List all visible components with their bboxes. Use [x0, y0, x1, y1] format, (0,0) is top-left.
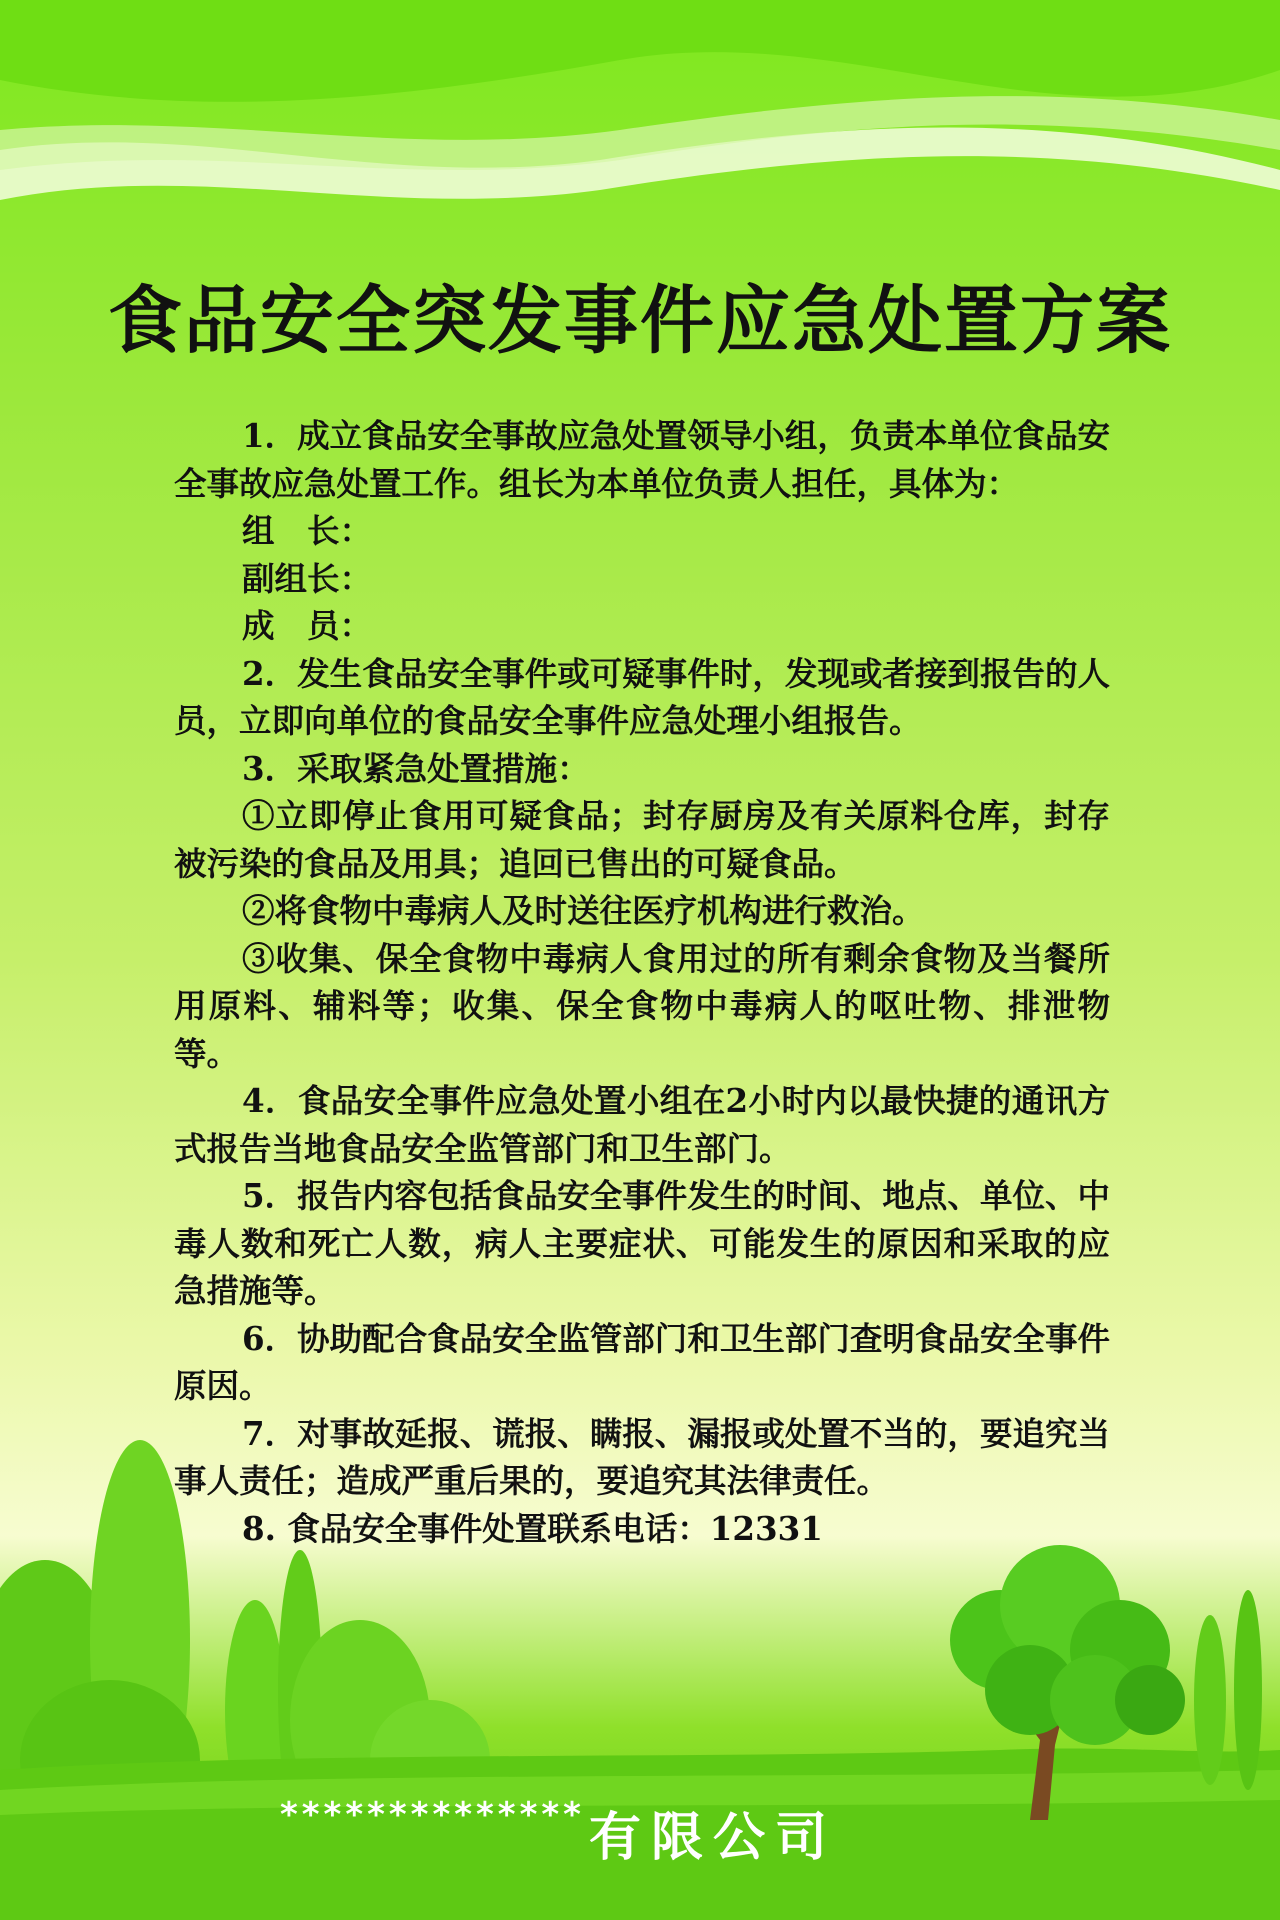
- plan-paragraph: ①立即停止食用可疑食品；封存厨房及有关原料仓库，封存被污染的食品及用具；追回已售出的可疑食品。: [174, 796, 1110, 883]
- role-line: 副组长：: [242, 558, 373, 598]
- page-title: 食品安全突发事件应急处置方案: [108, 278, 1172, 364]
- plan-content: [174, 412, 1110, 1552]
- plan-paragraph: 1．成立食品安全事故应急处置领导小组，负责本单位食品安全事故应急处置工作。组长为本单位负责人担任，具体为：: [174, 416, 1110, 503]
- company-name-placeholder: **************: [280, 1795, 585, 1835]
- plan-paragraph: 5．报告内容包括食品安全事件发生的时间、地点、单位、中毒人数和死亡人数，病人主要症状、可能发生的原因和采取的应急措施等。: [174, 1176, 1110, 1310]
- role-line: 成 员：: [242, 606, 373, 645]
- plan-paragraph: 8. 食品安全事件处置联系电话：12331: [242, 1508, 823, 1548]
- company-footer: [280, 1795, 1000, 1870]
- plan-paragraph: 6．协助配合食品安全监管部门和卫生部门查明食品安全事件原因。: [174, 1318, 1110, 1405]
- plan-paragraph: ③收集、保全食物中毒病人食用过的所有剩余食物及当餐所用原料、辅料等；收集、保全食物中毒病人的呕吐物、排泄物等。: [174, 938, 1110, 1073]
- top-wave-dark: [0, 0, 1280, 102]
- plan-paragraph: 7．对事故延报、谎报、瞒报、漏报或处置不当的，要追究当事人责任；造成严重后果的，要追究其法律责任。: [174, 1413, 1110, 1500]
- plan-paragraph: 2．发生食品安全事件或可疑事件时，发现或者接到报告的人员，立即向单位的食品安全事件应急处理小组报告。: [174, 653, 1110, 740]
- company-suffix: 有限公司: [588, 1808, 837, 1868]
- role-line: 组 长：: [242, 511, 373, 550]
- slim-tree: [1194, 1615, 1226, 1785]
- slim-tree: [1234, 1590, 1262, 1790]
- plan-paragraph: ②将食物中毒病人及时送往医疗机构进行救治。: [242, 891, 925, 930]
- plan-paragraph: 4．食品安全事件应急处置小组在2小时内以最快捷的通讯方式报告当地食品安全监管部门和卫生部门。: [174, 1081, 1110, 1168]
- plan-paragraph: 3．采取紧急处置措施：: [242, 748, 590, 788]
